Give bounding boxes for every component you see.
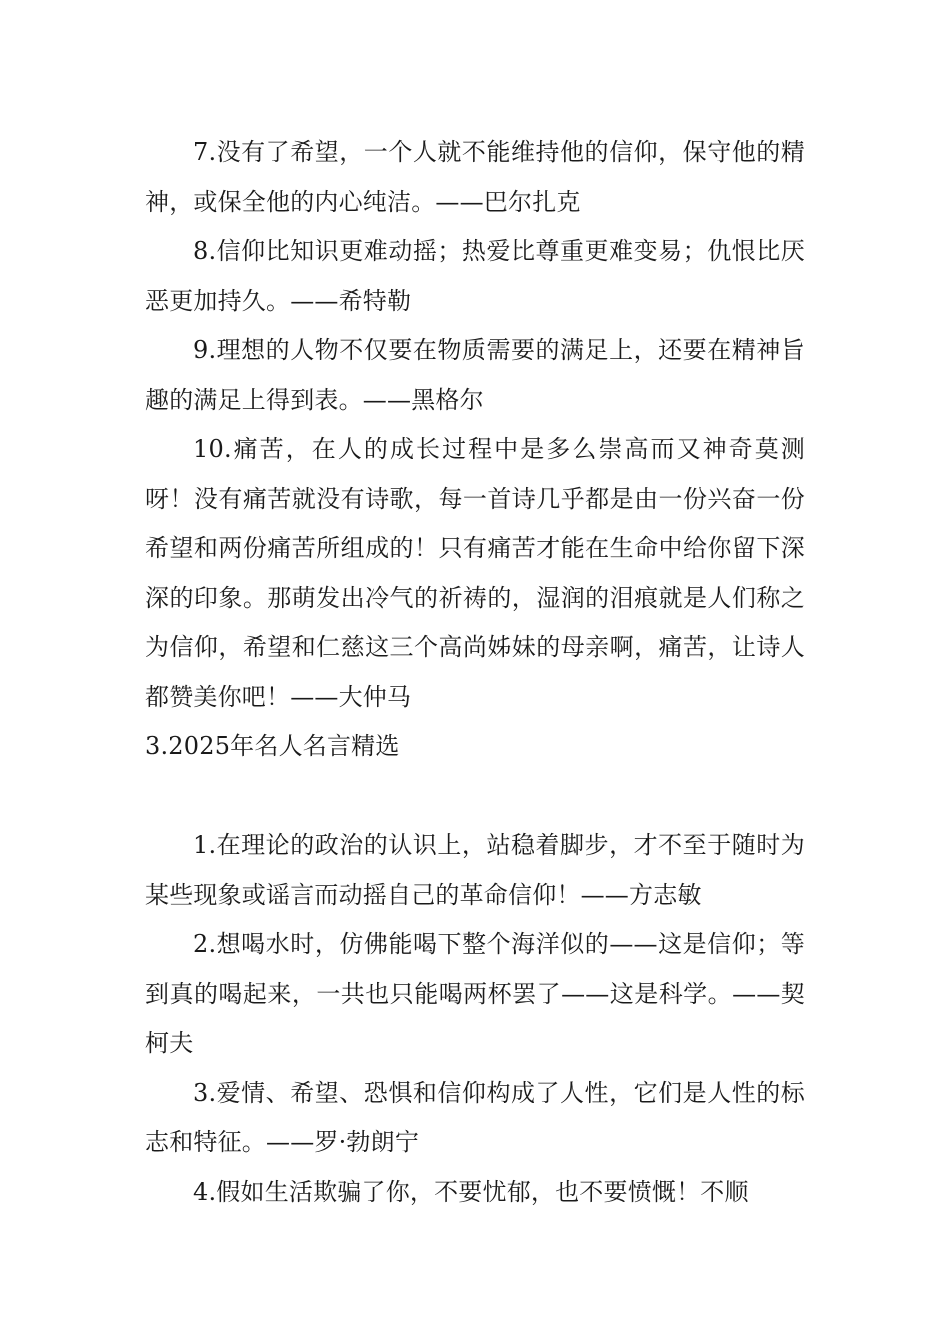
quote-paragraph-10: 10.痛苦，在人的成长过程中是多么崇高而又神奇莫测呀！没有痛苦就没有诗歌，每一首诗几乎都是由一份兴奋一份希望和两份痛苦所组成的！只有痛苦才能在生命中给你留下深深的印象。那萌发出冷气的祈祷的，湿润的泪痕就是人们称之为信仰，希望和仁慈这三个高尚姊妹的母亲啊，痛苦，让诗人都赞美你吧！——大仲马 (145, 435, 805, 711)
quote-paragraph-9: 9.理想的人物不仅要在物质需要的满足上，还要在精神旨趣的满足上得到表。——黑格尔 (145, 336, 805, 414)
document-page (145, 128, 805, 1217)
quote-paragraph-4: 4.假如生活欺骗了你，不要忧郁，也不要愤慨！不顺 (193, 1177, 749, 1206)
quote-paragraph-1: 1.在理论的政治的认识上，站稳着脚步，才不至于随时为某些现象或谣言而动摇自己的革命信仰！——方志敏 (145, 831, 805, 909)
quote-paragraph-8: 8.信仰比知识更难动摇；热爱比尊重更难变易；仇恨比厌恶更加持久。——希特勒 (145, 237, 805, 315)
quote-paragraph-3: 3.爱情、希望、恐惧和信仰构成了人性，它们是人性的标志和特征。——罗·勃朗宁 (145, 1078, 805, 1156)
quote-paragraph-7: 7.没有了希望，一个人就不能维持他的信仰，保守他的精神，或保全他的内心纯洁。——巴尔扎克 (145, 138, 805, 216)
quote-paragraph-2: 2.想喝水时，仿佛能喝下整个海洋似的——这是信仰；等到真的喝起来，一共也只能喝两杯罢了——这是科学。——契柯夫 (145, 930, 805, 1057)
section-heading: 3.2025年名人名言精选 (145, 732, 400, 760)
blank-line (145, 772, 805, 822)
